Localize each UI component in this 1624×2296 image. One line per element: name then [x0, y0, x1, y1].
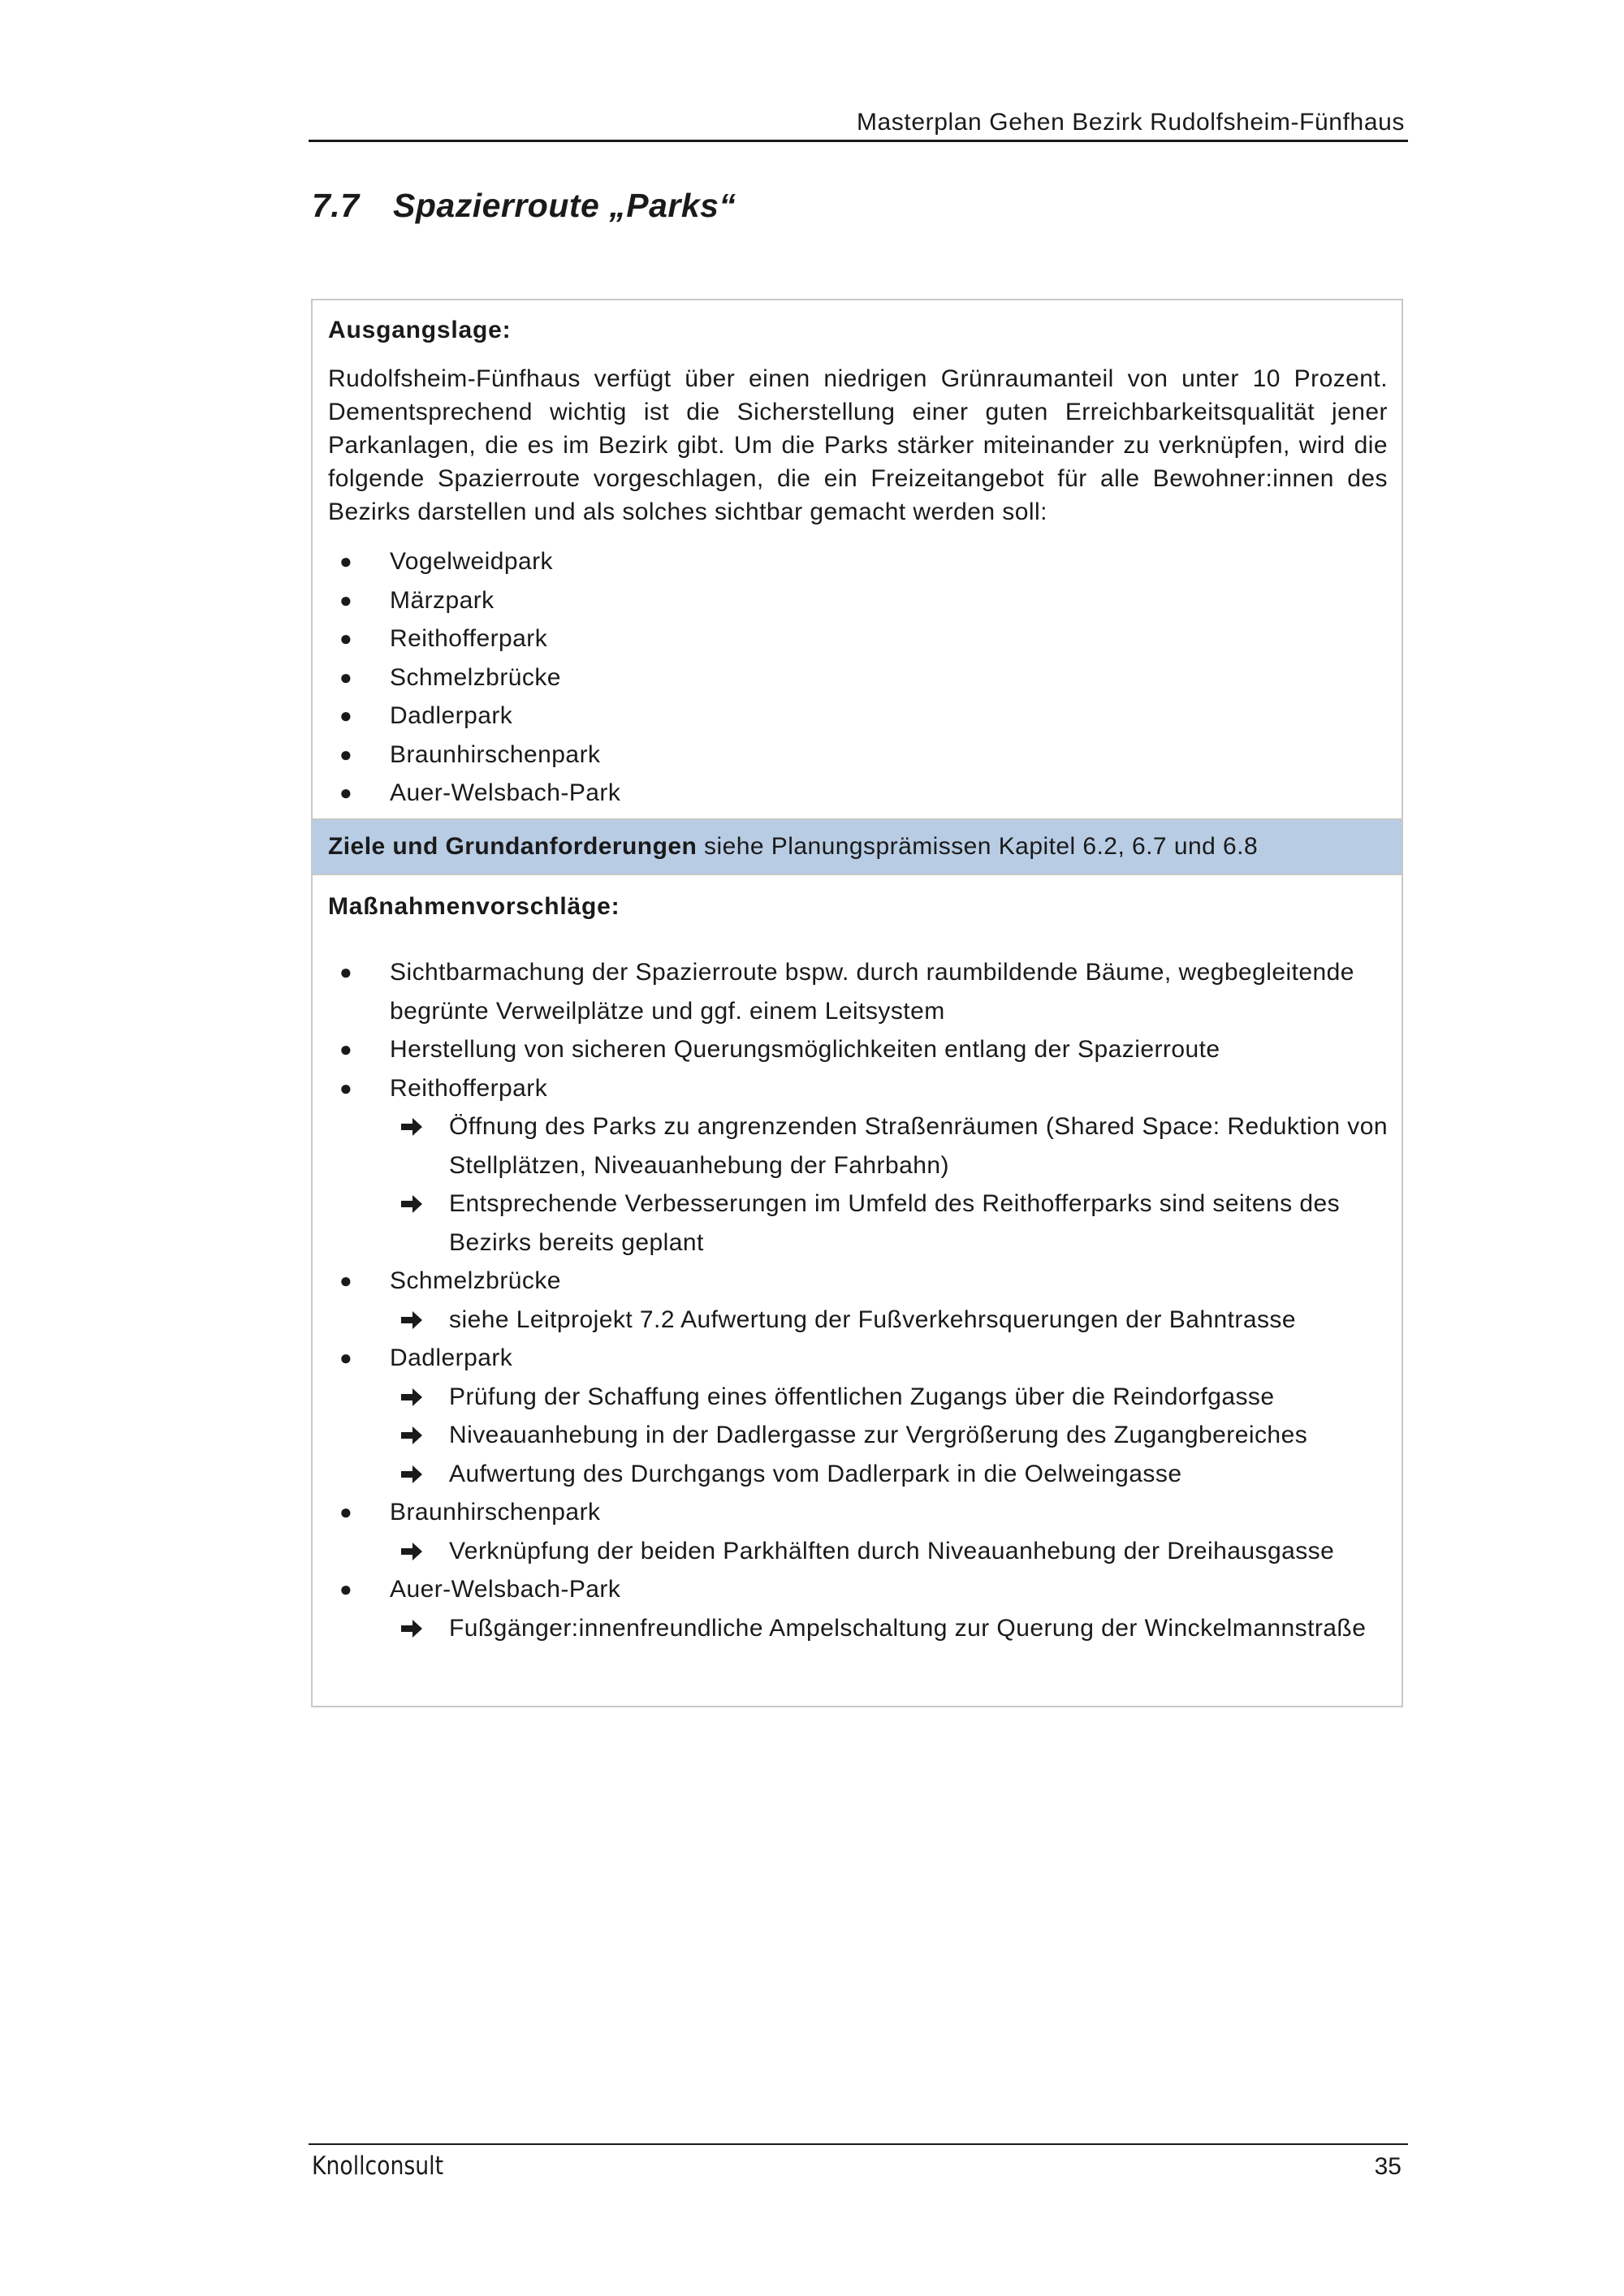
- start-situation-block: [313, 300, 1402, 818]
- bullet-icon: ●: [339, 1037, 353, 1061]
- content-table: [311, 299, 1403, 1707]
- measure-subitem: [390, 1185, 1402, 1262]
- measure-text: Braunhirschenpark: [390, 1499, 601, 1526]
- start-situation-label: Ausgangslage:: [328, 317, 512, 343]
- goals-heading: Ziele und Grundanforderungen: [328, 833, 698, 860]
- park-list-item: [313, 542, 1402, 581]
- park-list-item: [313, 658, 1402, 697]
- measure-subitem: [390, 1301, 1402, 1340]
- measure-text: Herstellung von sicheren Querungsmöglichkeiten entlang der Spazierroute: [390, 1036, 1220, 1063]
- measure-subtext: siehe Leitprojekt 7.2 Aufwertung der Fußverkehrsquerungen der Bahntrasse: [449, 1306, 1296, 1333]
- bullet-icon: ●: [339, 549, 353, 573]
- goals-reference: siehe Planungsprämissen Kapitel 6.2, 6.7 und 6.8: [697, 833, 1259, 860]
- park-name: Vogelweidpark: [390, 548, 553, 575]
- measure-sublist: [390, 1609, 1402, 1648]
- park-list: [313, 542, 1402, 813]
- bullet-icon: ●: [339, 703, 353, 727]
- arrow-right-icon: [396, 1378, 429, 1416]
- bullet-icon: ●: [339, 1075, 353, 1100]
- bullet-icon: ●: [339, 664, 353, 689]
- measure-subitem: [390, 1609, 1402, 1648]
- measure-subtext: Verknüpfung der beiden Parkhälften durch Niveauanhebung der Dreihausgasse: [449, 1537, 1335, 1564]
- arrow-right-icon: [396, 1107, 429, 1146]
- measure-text: Schmelzbrücke: [390, 1267, 561, 1294]
- goals-text: [328, 833, 1258, 861]
- section-number: 7.7: [312, 187, 360, 224]
- bullet-icon: ●: [339, 1345, 353, 1370]
- measure-subitem: [390, 1532, 1402, 1571]
- bullet-icon: ●: [339, 741, 353, 766]
- page-number: 35: [1374, 2153, 1402, 2180]
- arrow-right-icon: [396, 1185, 429, 1223]
- measure-item: [313, 953, 1402, 1030]
- measure-subtext: Niveauanhebung in der Dadlergasse zur Vergrößerung des Zugangbereiches: [449, 1422, 1308, 1448]
- measure-subitem: [390, 1416, 1402, 1455]
- bullet-icon: ●: [339, 1500, 353, 1524]
- header-title: Masterplan Gehen Bezirk Rudolfsheim-Fünfhaus: [856, 109, 1405, 136]
- park-name: Braunhirschenpark: [390, 740, 601, 768]
- bullet-icon: ●: [339, 587, 353, 612]
- measure-text: Sichtbarmachung der Spazierroute bspw. durch raumbildende Bäume, wegbegleitende begrünte Verweilplätze und ggf. einem Leitsystem: [390, 959, 1354, 1025]
- bullet-icon: ●: [339, 1577, 353, 1601]
- measure-item: [313, 1262, 1402, 1339]
- page-header: [309, 101, 1408, 142]
- measure-subtext: Fußgänger:innenfreundliche Ampelschaltung zur Querung der Winckelmannstraße: [449, 1614, 1367, 1642]
- measures-block: [313, 875, 1402, 1707]
- arrow-right-icon: [396, 1455, 429, 1493]
- measure-item: [313, 1493, 1402, 1570]
- park-name: Dadlerpark: [390, 702, 513, 729]
- page-footer: [309, 2143, 1408, 2194]
- measure-text: Reithofferpark: [390, 1074, 548, 1102]
- section-title-text: Spazierroute „Parks“: [393, 187, 736, 224]
- measure-sublist: [390, 1107, 1402, 1262]
- park-name: Auer-Welsbach-Park: [390, 779, 621, 806]
- section-title: [312, 187, 736, 225]
- arrow-right-icon: [396, 1609, 429, 1647]
- arrow-right-icon: [396, 1416, 429, 1454]
- start-situation-text: Rudolfsheim-Fünfhaus verfügt über einen niedrigen Grünraumanteil von unter 10 Prozent. Dementsprechend wichtig ist die Sicherstellung einer guten Erreichbarkeitsqualität jener Parkanlagen, die es im Bezirk gibt. Um die Parks stärker miteinander zu verknüpfen, wird die folgende Spazierroute vorgeschlagen, die ein Freizeitangebot für alle Bewohner:innen des Bezirks darstellen und als solches sichtbar gemacht werden soll:: [328, 365, 1388, 525]
- arrow-right-icon: [396, 1301, 429, 1339]
- arrow-right-icon: [396, 1532, 429, 1570]
- bullet-icon: ●: [339, 780, 353, 805]
- bullet-icon: ●: [339, 960, 353, 984]
- bullet-icon: ●: [339, 1268, 353, 1293]
- park-name: Reithofferpark: [390, 625, 548, 652]
- measure-text: Dadlerpark: [390, 1344, 513, 1371]
- park-list-item: [313, 736, 1402, 775]
- measure-item: [313, 1030, 1402, 1069]
- measure-subitem: [390, 1455, 1402, 1494]
- measure-sublist: [390, 1532, 1402, 1571]
- measure-subtext: Prüfung der Schaffung eines öffentlichen Zugangs über die Reindorfgasse: [449, 1383, 1275, 1410]
- measure-text: Auer-Welsbach-Park: [390, 1576, 621, 1603]
- bullet-icon: ●: [339, 626, 353, 650]
- footer-company: Knollconsult: [312, 2151, 444, 2181]
- goals-row: [313, 818, 1402, 875]
- park-list-item: [313, 697, 1402, 736]
- park-list-item: [313, 774, 1402, 813]
- measure-sublist: [390, 1301, 1402, 1340]
- park-name: Märzpark: [390, 586, 495, 614]
- measure-subtext: Öffnung des Parks zu angrenzenden Straßenräumen (Shared Space: Reduktion von Stellplätzen, Niveauanhebung der Fahrbahn): [449, 1113, 1389, 1179]
- measures-label: Maßnahmenvorschläge:: [328, 893, 620, 920]
- measure-sublist: [390, 1378, 1402, 1494]
- park-list-item: [313, 581, 1402, 620]
- measure-item: [313, 1069, 1402, 1262]
- park-list-item: [313, 619, 1402, 658]
- measures-list: [313, 953, 1402, 1647]
- park-name: Schmelzbrücke: [390, 663, 561, 691]
- measure-item: [313, 1570, 1402, 1647]
- measure-subtext: Aufwertung des Durchgangs vom Dadlerpark in die Oelweingasse: [449, 1460, 1182, 1487]
- measure-subitem: [390, 1378, 1402, 1417]
- measure-subtext: Entsprechende Verbesserungen im Umfeld des Reithofferparks sind seitens des Bezirks bereits geplant: [449, 1190, 1341, 1256]
- measure-subitem: [390, 1107, 1402, 1185]
- measure-item: [313, 1339, 1402, 1493]
